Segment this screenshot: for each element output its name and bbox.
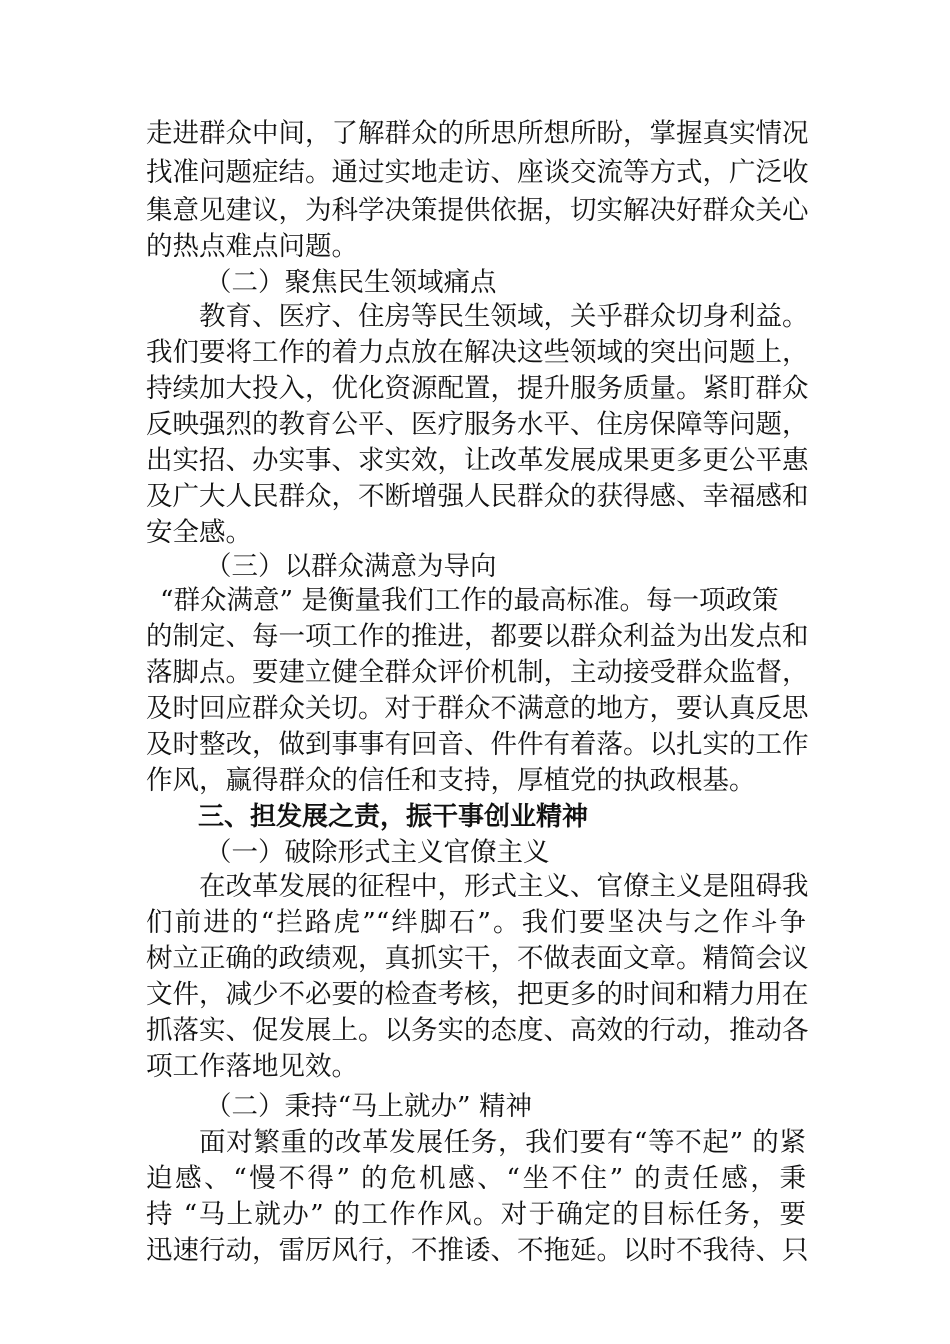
paragraph-line: 们前进的“拦路虎”“绊脚石”。我们要坚决与之作斗争 xyxy=(146,907,806,938)
subheading-1: （一）破除形式主义官僚主义 xyxy=(205,837,550,868)
paragraph-line: 及时回应群众关切。对于群众不满意的地方，要认真反思 xyxy=(146,693,809,724)
paragraph-line: 出实招、办实事、求实效，让改革发展成果更多更公平惠 xyxy=(146,445,809,476)
paragraph-line: 持 “马上就办” 的工作作风。对于确定的目标任务，要 xyxy=(146,1199,806,1230)
paragraph-line: 树立正确的政绩观，真抓实干，不做表面文章。精简会议 xyxy=(146,943,809,974)
paragraph-line: 及时整改，做到事事有回音、件件有着落。以扎实的工作 xyxy=(146,729,809,760)
paragraph-line: 集意见建议，为科学决策提供依据，切实解决好群众关心 xyxy=(146,195,809,226)
paragraph-line: 项工作落地见效。 xyxy=(146,1051,358,1082)
section-heading: 三、担发展之责，振干事创业精神 xyxy=(198,802,589,832)
subheading-3: （三）以群众满意为导向 xyxy=(205,551,497,582)
paragraph-line: 我们要将工作的着力点放在解决这些领域的突出问题上， xyxy=(146,337,809,368)
paragraph-line: 的制定、每一项工作的推进，都要以群众利益为出发点和 xyxy=(146,621,809,652)
subheading-2: （二）聚焦民生领域痛点 xyxy=(205,267,497,298)
paragraph-line: 文件，减少不必要的检查考核，把更多的时间和精力用在 xyxy=(146,979,809,1010)
paragraph-line: 持续加大投入，优化资源配置，提升服务质量。紧盯群众 xyxy=(146,373,809,404)
subheading-2b: （二）秉持“马上就办” 精神 xyxy=(205,1091,533,1122)
paragraph-line: 的热点难点问题。 xyxy=(146,231,358,262)
paragraph-line: “群众满意” 是衡量我们工作的最高标准。每一项政策 xyxy=(160,585,779,616)
paragraph-line: 迅速行动，雷厉风行，不推诿、不拖延。以时不我待、只 xyxy=(146,1235,809,1266)
paragraph-line: 抓落实、促发展上。以务实的态度、高效的行动，推动各 xyxy=(146,1015,809,1046)
paragraph-line: 教育、医疗、住房等民生领域，关乎群众切身利益。 xyxy=(199,301,809,332)
paragraph-line: 在改革发展的征程中，形式主义、官僚主义是阻碍我 xyxy=(199,871,809,902)
paragraph-line: 走进群众中间，了解群众的所思所想所盼，掌握真实情况 xyxy=(146,118,809,149)
paragraph-line: 及广大人民群众，不断增强人民群众的获得感、幸福感和 xyxy=(146,481,809,512)
paragraph-line: 落脚点。要建立健全群众评价机制，主动接受群众监督， xyxy=(146,657,809,688)
paragraph-line: 反映强烈的教育公平、医疗服务水平、住房保障等问题， xyxy=(146,409,809,440)
paragraph-line: 作风，赢得群众的信任和支持，厚植党的执政根基。 xyxy=(146,765,756,796)
paragraph-line: 面对繁重的改革发展任务，我们要有“等不起” 的紧 xyxy=(199,1127,806,1158)
paragraph-line: 安全感。 xyxy=(146,517,252,548)
paragraph-line: 找准问题症结。通过实地走访、座谈交流等方式，广泛收 xyxy=(146,157,809,188)
paragraph-line: 迫感、“慢不得” 的危机感、“坐不住” 的责任感，秉 xyxy=(146,1163,806,1194)
